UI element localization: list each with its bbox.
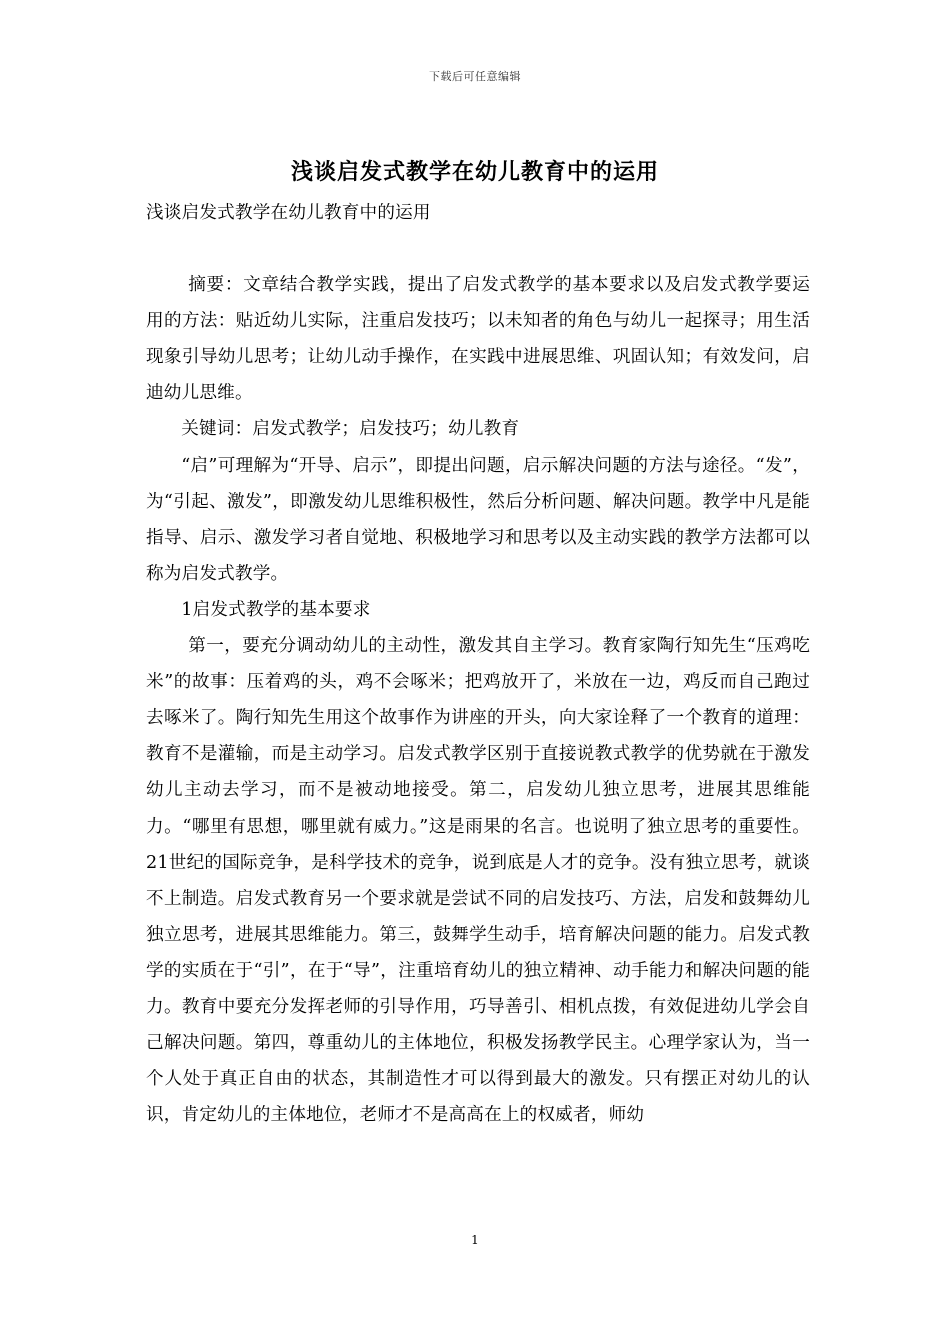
abstract-paragraph: 摘要：文章结合教学实践，提出了启发式教学的基本要求以及启发式教学要运用的方法：贴近幼儿实际，注重启发技巧；以未知者的角色与幼儿一起探寻；用生活现象引导幼儿思考；让幼儿动手操作，在实践中进展思维、巩固认知；有效发问，启迪幼儿思维。 [146,275,810,404]
intro-paragraph: “启”可理解为“开导、启示”，即提出问题，启示解决问题的方法与途径。“发”，为“引起、激发”，即激发幼儿思维积极性，然后分析问题、解决问题。教学中凡是能指导、启示、激发学习者自觉地、积极地学习和思考以及主动实践的教学方法都可以称为启发式教学。 [146,455,810,584]
section-body-paragraph: 第一，要充分调动幼儿的主动性，激发其自主学习。教育家陶行知先生“压鸡吃米”的故事：压着鸡的头，鸡不会啄米；把鸡放开了，米放在一边，鸡反而自己跑过去啄米了。陶行知先生用这个故事作为讲座的开头，向大家诠释了一个教育的道理：教育不是灌输，而是主动学习。启发式教学区别于直接说教式教学的优势就在于激发幼儿主动去学习，而不是被动地接受。第二，启发幼儿独立思考，进展其思维能力。“哪里有思想，哪里就有威力。”这是雨果的名言。也说明了独立思考的重要性。21世纪的国际竞争，是科学技术的竞争，说到底是人才的竞争。没有独立思考，就谈不上制造。启发式教育另一个要求就是尝试不同的启发技巧、方法，启发和鼓舞幼儿独立思考，进展其思维能力。第三，鼓舞学生动手，培育解决问题的能力。启发式教学的实质在于“引”，在于“导”，注重培育幼儿的独立精神、动手能力和解决问题的能力。教育中要充分发挥老师的引导作用，巧导善引、相机点拨，有效促进幼儿学会自己解决问题。第四，尊重幼儿的主体地位，积极发扬教学民主。心理学家认为，当一个人处于真正自由的状态，其制造性才可以得到最大的激发。只有摆正对幼儿的认识，肯定幼儿的主体地位，老师才不是高高在上的权威者，师幼 [146,636,810,1126]
document-title: 浅谈启发式教学在幼儿教育中的运用 [290,159,659,185]
keywords-paragraph: 关键词：启发式教学；启发技巧；幼儿教育 [181,419,520,440]
section-heading: 1启发式教学的基本要求 [181,599,371,620]
header-note: 下载后可任意编辑 [429,70,521,83]
document-subtitle: 浅谈启发式教学在幼儿教育中的运用 [146,203,431,223]
page-number: 1 [471,1233,479,1247]
blank-line [146,231,810,267]
document-body [146,195,810,1133]
